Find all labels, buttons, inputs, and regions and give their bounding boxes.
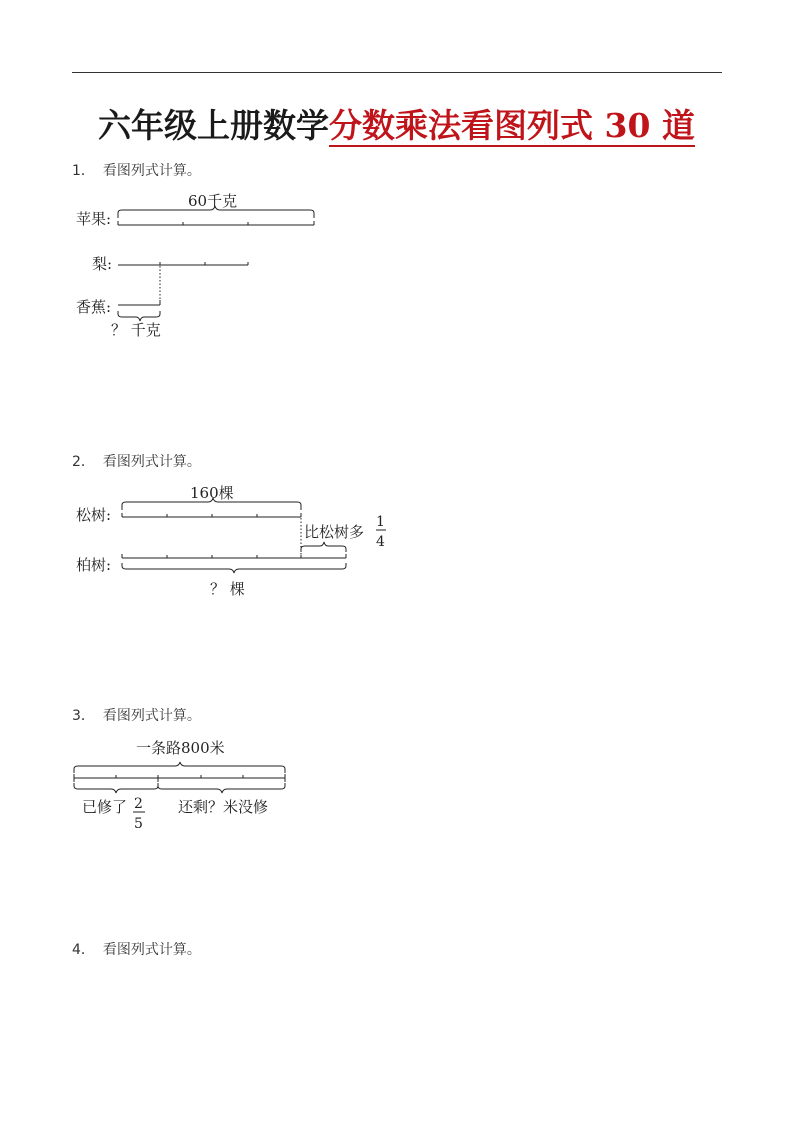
q3-remaining-brace xyxy=(158,783,285,793)
q1-total-label: 60千克 xyxy=(188,192,238,210)
question-4-number: 4． xyxy=(72,942,95,958)
question-2-prompt: 看图列式计算。 xyxy=(102,454,201,470)
question-3-number: 3． xyxy=(72,708,95,724)
q3-fraction-numerator: 2 xyxy=(134,796,143,812)
title-red-part: 分数乘法看图列式 30 道 xyxy=(329,106,695,145)
question-1-prompt: 看图列式计算。 xyxy=(102,163,201,179)
question-4-prompt: 看图列式计算。 xyxy=(102,942,201,958)
q2-total-label: 160棵 xyxy=(190,484,234,502)
q2-more-label: 比松树多 xyxy=(304,523,365,541)
q1-apple-label: 苹果: xyxy=(76,210,112,228)
q2-pine-label: 松树: xyxy=(76,506,112,524)
q1-unknown-label: ？ 千克 xyxy=(111,321,161,339)
q3-remaining-label: 还剩？米没修 xyxy=(178,798,269,816)
question-3-prompt: 看图列式计算。 xyxy=(102,708,201,724)
q3-road-label: 一条路800米 xyxy=(136,739,225,757)
title-black-part: 六年级上册数学 xyxy=(98,106,330,145)
question-2-number: 2． xyxy=(72,454,95,470)
q3-fraction-denominator: 5 xyxy=(134,816,143,832)
q3-repaired-brace xyxy=(74,783,158,793)
q1-diagram xyxy=(118,206,314,321)
q2-cypress-label: 柏树: xyxy=(76,556,112,574)
q1-pear-label: 梨: xyxy=(92,255,113,273)
q2-fraction-numerator: 1 xyxy=(376,514,385,530)
q1-banana-label: 香蕉: xyxy=(76,298,112,316)
q2-extra-brace xyxy=(301,542,346,552)
q3-total-brace xyxy=(74,762,285,773)
q2-unknown-brace xyxy=(122,563,346,573)
q2-unknown-label: ？ 棵 xyxy=(210,580,245,598)
q3-repaired-label: 已修了 xyxy=(82,798,128,816)
q1-unknown-brace xyxy=(118,311,160,321)
question-1-number: 1． xyxy=(72,163,95,179)
q2-fraction-denominator: 4 xyxy=(376,534,385,550)
